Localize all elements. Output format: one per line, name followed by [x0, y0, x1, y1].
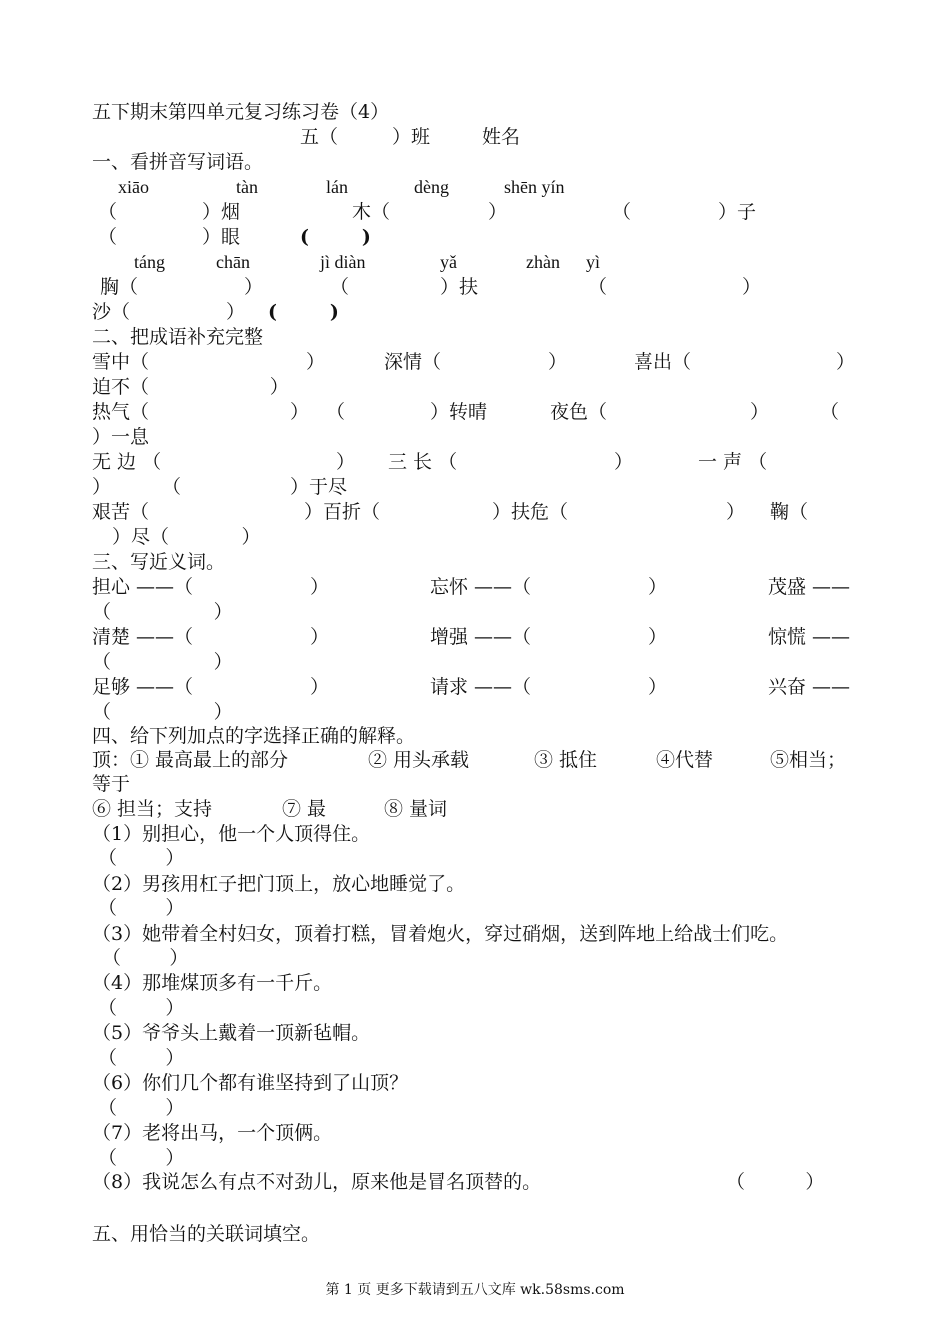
idiom-blank: ）于尽 [290, 476, 348, 498]
idiom-blank: ）尽（ ） [112, 526, 261, 548]
pinyin: zhàn [526, 252, 560, 272]
idiom-blank: 迫不（ ） [92, 376, 289, 398]
idiom-blank: 艰苦（ [92, 501, 150, 523]
section4-heading: 四、给下列加点的字选择正确的解释。 [92, 725, 416, 747]
class-ban-label: ）班 [392, 126, 431, 148]
answer-blank: （ ） [98, 997, 185, 1019]
idiom-blank: ） [750, 401, 770, 423]
question-item: （6）你们几个都有谁坚持到了山顶？ [92, 1072, 409, 1094]
idiom-blank: 雪中（ [92, 351, 150, 373]
pinyin: yì [586, 252, 601, 272]
synonym-item: 清楚 ——（ [92, 626, 194, 648]
answer-blank: ( ) [268, 301, 339, 323]
idiom-blank: ）百折（ [304, 501, 381, 523]
pinyin: táng [134, 252, 165, 272]
synonym-item: 增强 ——（ [430, 626, 532, 648]
synonym-item: ） [310, 676, 330, 698]
definition-option: ④代替 [656, 749, 714, 771]
answer-blank: （ [98, 201, 118, 223]
idiom-blank: ）转晴 [430, 401, 488, 423]
answer-blank: ） [488, 201, 508, 223]
synonym-item: 请求 ——（ [430, 676, 532, 698]
question-item: （4）那堆煤顶多有一千斤。 [92, 972, 333, 994]
synonym-item: ） [310, 576, 330, 598]
answer-blank: ）扶 [440, 276, 479, 298]
pinyin: jì diàn [320, 252, 366, 272]
idiom-blank: 喜出（ [634, 351, 692, 373]
question-item: （8）我说怎么有点不对劲儿，原来他是冒名顶替的。 [92, 1171, 542, 1193]
definition-option: ⑤相当； [770, 749, 847, 771]
question-item: （3）她带着全村妇女，顶着打糕，冒着炮火，穿过硝烟，送到阵地上给战士们吃。 [92, 923, 789, 945]
synonym-item: ） [648, 626, 668, 648]
answer-blank: 木（ [352, 201, 391, 223]
answer-blank: ） [226, 301, 246, 323]
student-name-label: 姓名 [482, 126, 521, 148]
synonym-item: ） [648, 676, 668, 698]
section1-heading: 一、看拼音写词语。 [92, 151, 264, 173]
idiom-blank: 鞠（ [770, 501, 809, 523]
idiom-blank: ）一息 [92, 426, 150, 448]
question-item: （7）老将出马，一个顶俩。 [92, 1122, 333, 1144]
idiom-blank: 一 声 （ [698, 451, 768, 473]
answer-blank: ）眼 [202, 226, 241, 248]
answer-blank: （ ） [102, 947, 189, 969]
synonym-item: 足够 ——（ [92, 676, 194, 698]
section5-heading: 五、用恰当的关联词填空。 [92, 1223, 321, 1245]
answer-blank: （ ） [726, 1171, 825, 1193]
answer-blank: （ ） [98, 1097, 185, 1119]
synonym-item: （ ） [92, 601, 233, 623]
definition-option: ③ 抵住 [534, 749, 598, 771]
idiom-blank: ） [92, 476, 112, 498]
idiom-blank: 三 长 （ [388, 451, 458, 473]
answer-blank: ） [742, 276, 762, 298]
answer-blank: 胸（ [100, 276, 139, 298]
doc-title: 五下期末第四单元复习练习卷（4） [92, 101, 390, 123]
idiom-blank: ） [614, 451, 634, 473]
synonym-item: （ ） [92, 651, 233, 673]
idiom-blank: （ [820, 401, 840, 423]
definition-option: ⑧ 量词 [384, 798, 448, 820]
synonym-item: 兴奋 —— [768, 676, 851, 698]
question-item: （5）爷爷头上戴着一顶新毡帽。 [92, 1022, 371, 1044]
answer-blank: （ [612, 201, 632, 223]
definition-option: ⑥ 担当；支持 [92, 798, 213, 820]
pinyin: shēn yín [504, 177, 565, 197]
section3-heading: 三、写近义词。 [92, 551, 226, 573]
idiom-blank: ） [306, 351, 326, 373]
pinyin: dèng [414, 177, 449, 197]
section2-heading: 二、把成语补充完整 [92, 326, 264, 348]
answer-blank: （ [330, 276, 350, 298]
idiom-blank: ） [726, 501, 746, 523]
synonym-item: 担心 ——（ [92, 576, 194, 598]
page-footer: 第 1 页 更多下载请到五八文库 wk.58sms.com [325, 1282, 625, 1298]
definition-option: 顶：① 最高最上的部分 [92, 749, 289, 771]
answer-blank: ）烟 [202, 201, 241, 223]
synonym-item: 忘怀 ——（ [430, 576, 532, 598]
answer-blank: （ ） [98, 847, 185, 869]
answer-blank: ）子 [718, 201, 757, 223]
answer-blank: ( ) [300, 226, 371, 248]
idiom-blank: ） [336, 451, 356, 473]
idiom-blank: ）扶危（ [492, 501, 569, 523]
synonym-item: （ ） [92, 701, 233, 723]
answer-blank: （ [588, 276, 608, 298]
pinyin: chān [216, 252, 250, 272]
pinyin: lán [326, 177, 348, 197]
answer-blank: （ ） [98, 897, 185, 919]
idiom-blank: ） [836, 351, 856, 373]
answer-blank: ） [244, 276, 264, 298]
pinyin: tàn [236, 177, 258, 197]
pinyin: yǎ [440, 252, 457, 272]
answer-blank: 沙（ [92, 301, 131, 323]
answer-blank: （ ） [98, 1147, 185, 1169]
idiom-blank: 无 边 （ [92, 451, 162, 473]
answer-blank: （ [98, 226, 118, 248]
idiom-blank: 深情（ [384, 351, 442, 373]
synonym-item: 惊慌 —— [768, 626, 851, 648]
idiom-blank: ） [290, 401, 310, 423]
idiom-blank: （ [162, 476, 182, 498]
synonym-item: ） [648, 576, 668, 598]
idiom-blank: 夜色（ [550, 401, 608, 423]
idiom-blank: （ [326, 401, 346, 423]
definition-option: 等于 [92, 773, 131, 795]
answer-blank: （ ） [98, 1047, 185, 1069]
definition-option: ⑦ 最 [282, 798, 327, 820]
synonym-item: ） [310, 626, 330, 648]
synonym-item: 茂盛 —— [768, 576, 851, 598]
definition-option: ② 用头承载 [368, 749, 470, 771]
question-item: （2）男孩用杠子把门顶上，放心地睡觉了。 [92, 873, 466, 895]
pinyin: xiāo [118, 177, 149, 197]
class-grade-label: 五（ [300, 126, 339, 148]
idiom-blank: ） [548, 351, 568, 373]
question-item: （1）别担心，他一个人顶得住。 [92, 823, 371, 845]
idiom-blank: 热气（ [92, 401, 150, 423]
